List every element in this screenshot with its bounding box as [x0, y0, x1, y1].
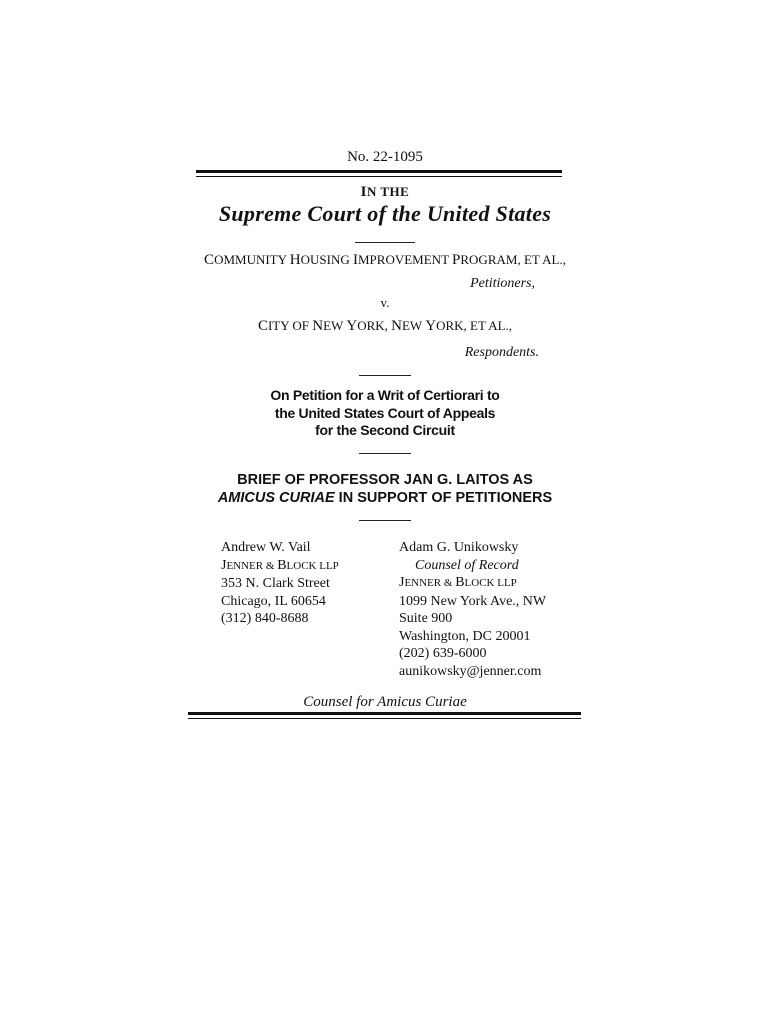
firm-smallcaps: LOCK LLP [464, 577, 517, 589]
respondent-name-part: EW [401, 318, 426, 333]
separator-dash [359, 453, 411, 454]
firm-smallcaps: LOCK LLP [286, 559, 339, 572]
counsel-of-record: Counsel of Record [415, 557, 519, 573]
petitioner-name-part: ROGRAM, ET AL., [460, 252, 566, 267]
respondent-name-part: ITY OF [267, 318, 313, 333]
petitioner-name-part: P [452, 252, 461, 268]
respondent-name-part: Y [346, 318, 358, 334]
counsel-for-amicus: Counsel for Amicus Curiae [303, 694, 467, 710]
petition-line: the United States Court of Appeals [274, 404, 496, 421]
petitioner-name-part: H [289, 252, 301, 268]
petitioner-name-part: C [204, 252, 215, 268]
petitioner-name-part: OUSING [300, 252, 353, 267]
street-address: 353 N. Clark Street [221, 576, 330, 591]
counsel-name: Andrew W. Vail [221, 540, 311, 555]
respondent-name-part: EW [323, 318, 347, 333]
amicus-curiae-italic: AMICUS CURIAE [217, 489, 335, 506]
petitioner-name-part: I [353, 252, 358, 268]
city-address: Chicago, IL 60654 [221, 593, 326, 609]
firm-smallcaps: ENNER & [226, 559, 278, 572]
petition-line: On Petition for a Writ of Certiorari to [270, 387, 500, 403]
in-the-first-letter: I [360, 184, 367, 200]
suite-address: Suite 900 [399, 611, 453, 626]
respondent-name-part: ORK, [357, 318, 392, 333]
phone-number: (202) 639-6000 [399, 646, 487, 661]
counsel-name: Adam G. Unikowsky [399, 540, 519, 555]
separator-dash [355, 242, 415, 243]
petition-line: for the Second Circuit [315, 422, 455, 438]
petitioner-name [0, 252, 770, 269]
top-rule-thin [196, 176, 562, 177]
separator-dash [359, 375, 411, 376]
respondent-name-part: Y [425, 318, 437, 334]
respondent-role: Respondents. [464, 345, 539, 360]
in-the-heading [0, 184, 770, 201]
firm-initial: B [277, 557, 287, 573]
street-address: 1099 New York Ave., NW [399, 593, 547, 609]
in-the-rest: N THE [366, 184, 410, 199]
separator-dash [359, 520, 411, 521]
firm-initial: J [221, 557, 227, 573]
city-address: Washington, DC 20001 [399, 628, 531, 644]
brief-title-line1: BRIEF OF PROFESSOR JAN G. LAITOS AS [237, 472, 533, 488]
versus: v. [380, 295, 390, 310]
brief-title-line2-rest: IN SUPPORT OF PETITIONERS [334, 489, 553, 506]
law-firm-name [221, 557, 339, 576]
petitioner-name-part: OMMUNITY [214, 252, 290, 267]
respondent-name-part: N [312, 318, 324, 334]
firm-smallcaps: ENNER & [404, 577, 456, 589]
email-address: aunikowsky@jenner.com [399, 663, 542, 679]
counsel-block-right [399, 539, 546, 680]
firm-initial: J [399, 575, 405, 590]
respondent-name-part: C [257, 318, 268, 334]
respondent-name [0, 318, 770, 335]
bottom-rule-thick [188, 712, 581, 715]
respondent-name-part: ORK, ET AL., [436, 318, 513, 333]
firm-initial: B [455, 575, 465, 590]
brief-title [0, 472, 770, 507]
court-name: Supreme Court of the United States [218, 201, 552, 226]
petitioner-role: Petitioners, [470, 276, 535, 291]
petition-description [0, 387, 770, 440]
docket-number: No. 22-1095 [347, 149, 423, 165]
phone-number: (312) 840-8688 [221, 611, 309, 626]
respondent-name-part: N [391, 318, 402, 334]
law-firm-name [399, 574, 546, 593]
brief-title-line2 [0, 490, 770, 508]
top-rule-thick [196, 170, 562, 173]
bottom-rule-thin [188, 718, 581, 719]
petitioner-name-part: MPROVEMENT [358, 252, 453, 267]
counsel-block-left [221, 539, 339, 628]
